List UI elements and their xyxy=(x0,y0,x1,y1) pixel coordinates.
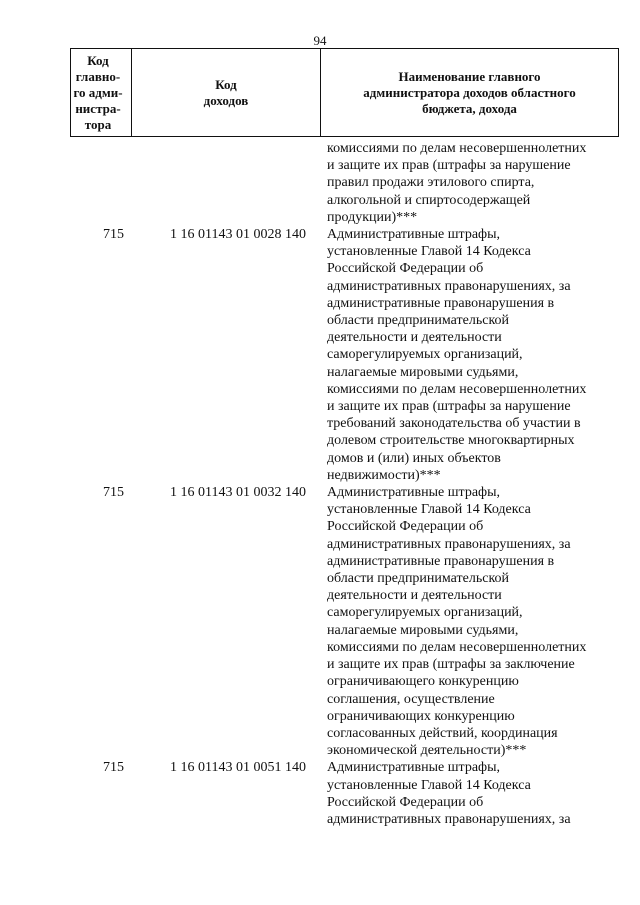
name-line: установленные Главой 14 Кодекса xyxy=(327,777,531,793)
name-line: деятельности и деятельности xyxy=(327,588,502,604)
name-line: области предпринимательской xyxy=(327,313,510,329)
table-row xyxy=(70,484,630,759)
name-line: продукции)*** xyxy=(327,209,418,225)
name-line: административные правонарушения в xyxy=(327,553,555,569)
name-line: комиссиями по делам несовершеннолетних xyxy=(327,381,587,397)
name-line: Административные штрафы, xyxy=(327,227,501,243)
header-admin-code-text xyxy=(70,53,126,133)
name-line: ограничивающего конкуренцию xyxy=(327,674,519,690)
name-line: требований законодательства об участии в xyxy=(327,416,581,432)
income-code: 1 16 01143 01 0028 140 xyxy=(170,227,306,243)
admin-code: 715 xyxy=(103,485,124,501)
name-line: алкогольной и спиртосодержащей xyxy=(327,192,531,208)
name-line: деятельности и деятельности xyxy=(327,330,502,346)
name-line: административные правонарушения в xyxy=(327,295,555,311)
header-line: администратора доходов областного xyxy=(363,84,576,100)
continuation-text xyxy=(327,140,630,226)
header-income-code-text xyxy=(204,77,249,108)
name-line: Административные штрафы, xyxy=(327,760,501,776)
header-income-code xyxy=(132,49,321,137)
header-line: Код xyxy=(215,76,237,92)
name-line: и защите их прав (штрафы за нарушение xyxy=(327,399,571,415)
page-number: 94 xyxy=(313,33,327,48)
name-line: административных правонарушениях, за xyxy=(327,278,571,294)
header-line: доходов xyxy=(203,92,249,108)
header-line: Код xyxy=(87,52,109,68)
admin-code: 715 xyxy=(103,227,124,243)
income-code: 1 16 01143 01 0051 140 xyxy=(170,760,306,776)
name-line: экономической деятельности)*** xyxy=(327,743,527,759)
table-body xyxy=(70,140,630,828)
name-line: административных правонарушениях, за xyxy=(327,811,571,827)
table-row xyxy=(70,759,630,828)
income-name xyxy=(327,484,630,759)
admin-code: 715 xyxy=(103,760,124,776)
header-line: нистра- xyxy=(75,100,121,116)
name-line: административных правонарушениях, за xyxy=(327,536,571,552)
header-line: главно- xyxy=(75,68,121,84)
name-line: ограничивающих конкуренцию xyxy=(327,708,515,724)
income-code: 1 16 01143 01 0032 140 xyxy=(170,485,306,501)
name-line: недвижимости)*** xyxy=(327,467,441,483)
income-name xyxy=(327,226,630,484)
name-line: и защите их прав (штрафы за заключение xyxy=(327,657,575,673)
name-line: Российской Федерации об xyxy=(327,519,484,535)
name-line: Российской Федерации об xyxy=(327,261,484,277)
table-row xyxy=(70,226,630,484)
header-line: тора xyxy=(84,116,112,132)
name-line: и защите их прав (штрафы за нарушение xyxy=(327,158,571,174)
name-line: налагаемые мировыми судьями, xyxy=(327,622,519,638)
header-line: бюджета, дохода xyxy=(422,100,517,116)
name-line: области предпринимательской xyxy=(327,571,510,587)
name-line: согласованных действий, координация xyxy=(327,725,558,741)
header-line: го адми- xyxy=(73,84,123,100)
name-line: саморегулируемых организаций, xyxy=(327,605,523,621)
name-line: Российской Федерации об xyxy=(327,794,484,810)
name-line: налагаемые мировыми судьями, xyxy=(327,364,519,380)
header-name-text xyxy=(363,69,575,116)
table-header xyxy=(70,48,619,137)
name-line: правил продажи этилового спирта, xyxy=(327,175,535,191)
name-line: Административные штрафы, xyxy=(327,485,501,501)
name-line: саморегулируемых организаций, xyxy=(327,347,523,363)
name-line: долевом строительстве многоквартирных xyxy=(327,433,575,449)
header-line: Наименование главного xyxy=(398,68,541,84)
name-line: комиссиями по делам несовершеннолетних xyxy=(327,639,587,655)
header-name xyxy=(321,49,619,137)
income-name xyxy=(327,759,630,828)
continuation-row xyxy=(70,140,630,226)
name-line: домов и (или) иных объектов xyxy=(327,450,501,466)
name-line: установленные Главой 14 Кодекса xyxy=(327,502,531,518)
header-admin-code xyxy=(71,49,132,137)
name-line: установленные Главой 14 Кодекса xyxy=(327,244,531,260)
name-line: соглашения, осуществление xyxy=(327,691,495,707)
name-line: комиссиями по делам несовершеннолетних xyxy=(327,141,587,156)
